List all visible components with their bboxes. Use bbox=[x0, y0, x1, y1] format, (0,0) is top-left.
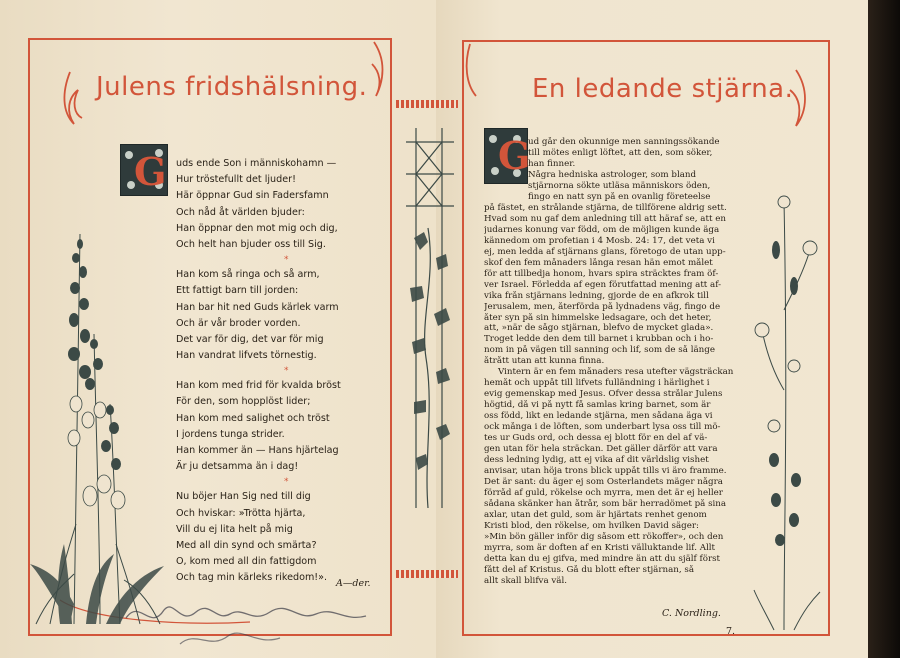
text-line: förråd af guld, rökelse och myrra, men det är ej heller bbox=[484, 488, 723, 498]
text-line: åtrått utan att kunna finna. bbox=[484, 356, 605, 367]
poem-line: Han öppnar den mot mig och dig, bbox=[176, 222, 338, 234]
text-line: »Min bön gäller inför dig såsom ett rökoffer», och den bbox=[484, 531, 724, 542]
poem-line: Är ju detsamma än i dag! bbox=[176, 461, 299, 473]
page-number: 7. bbox=[726, 626, 736, 637]
text-line: ej, men ledda af stjärnans glans, företogo de utan upp- bbox=[484, 246, 726, 257]
poem-line: Han vandrat lifvets törnestig. bbox=[176, 350, 317, 362]
text-line: att, »när de sågo stjärnan, blefvo de mycket glada». bbox=[484, 323, 714, 334]
stanza-separator: * bbox=[284, 366, 289, 377]
text-line: axlar, utan det guld, som är hjärtats renhet genom bbox=[484, 509, 707, 520]
stanza-separator: * bbox=[284, 255, 289, 266]
left-dropcap bbox=[120, 144, 168, 196]
poem-line: Han kom med frid för kvalda bröst bbox=[176, 380, 341, 392]
text-line: skof den fem månaders långa resan hän emot målet bbox=[484, 257, 713, 268]
text-line: dess ledning lydig, att ej vika af dit världslig vishet bbox=[484, 455, 709, 466]
text-line: tes ur Guds ord, och dessa ej blott för en del af vä- bbox=[484, 433, 708, 444]
poem-line: Och helt han bjuder oss till Sig. bbox=[176, 238, 326, 250]
text-line: han finner. bbox=[528, 158, 576, 169]
text-line: ud går den okunnige men sanningssökande bbox=[528, 137, 720, 147]
text-line: till mötes enligt löftet, att den, som söker, bbox=[528, 147, 713, 158]
stanza bbox=[176, 156, 386, 253]
poem-line: För den, som hopplöst lider; bbox=[176, 396, 311, 408]
left-dropcap-letter: G bbox=[134, 149, 167, 194]
text-line: Troget ledde den dem till barnet i krubban och i ho- bbox=[484, 334, 714, 345]
text-line: Kristi blod, den rökelse, om hvilken David säger: bbox=[484, 520, 699, 531]
text-line: ver Israel. Förledda af egen förutfattad mening att af- bbox=[484, 279, 722, 290]
text-line: vika från stjärnans ledning, gjorde de en afkrok till bbox=[484, 290, 709, 301]
poem-line: Och nåd åt världen bjuder: bbox=[176, 206, 305, 218]
article-body bbox=[484, 137, 746, 587]
poem-title: Julens fridshälsning. bbox=[96, 72, 368, 102]
poem-line: O, kom med all din fattigdom bbox=[176, 556, 317, 568]
poem-line: Vill du ej lita helt på mig bbox=[176, 523, 293, 535]
text-line: för att tillbedja honom, hvars spira sträcktes fram öf- bbox=[484, 268, 719, 279]
poem-body bbox=[176, 156, 386, 587]
poem-line: I jordens tunga strider. bbox=[176, 428, 285, 440]
article-signature: C. Nordling. bbox=[662, 608, 721, 619]
text-line: hemåt och uppåt till lifvets fulländning i härlighet i bbox=[484, 378, 710, 389]
text-line: Vintern är en fem månaders resa utefter vägsträckan bbox=[498, 367, 734, 378]
poem-line: Och tag min kärleks rikedom!». bbox=[176, 572, 328, 584]
text-line: Det är sant: du äger ej som Österlandets mäger några bbox=[484, 477, 723, 488]
poem-line: Han kom så ringa och så arm, bbox=[176, 269, 320, 281]
text-line: stjärnorna sökte utläsa människors öden, bbox=[528, 180, 711, 191]
text-line: kännedom om profetian i 4 Mosb. 24: 17, det veta vi bbox=[484, 235, 715, 246]
text-line: Jerusalem, men, återförda på lydnadens väg, fingo de bbox=[484, 301, 721, 312]
wildflower-illustration bbox=[754, 190, 824, 630]
poem-line: Han kom med salighet och tröst bbox=[176, 412, 330, 424]
poem-signature: A—der. bbox=[336, 578, 371, 589]
binding-edge bbox=[868, 0, 900, 658]
gutter-band-bottom bbox=[396, 570, 458, 578]
poem-line: Han bar hit ned Guds kärlek varm bbox=[176, 301, 339, 313]
poem-line: Och hviskar: »Trötta hjärta, bbox=[176, 507, 306, 519]
poem-line: uds ende Son i människohamn — bbox=[176, 158, 337, 169]
stanza bbox=[176, 378, 386, 475]
poem-line: Och är vår broder vorden. bbox=[176, 317, 301, 329]
text-line: Några hedniska astrologer, som bland bbox=[528, 169, 697, 180]
stanza-separator: * bbox=[284, 477, 289, 488]
text-line: sådana skänker han åtrår, som bär herradömet på sina bbox=[484, 498, 727, 509]
text-line: detta kan du ej gifva, med mindre än att du själf först bbox=[484, 553, 721, 564]
foxglove-illustration bbox=[30, 214, 170, 634]
text-line: judarnes konung var född, om de möjligen kunde äga bbox=[484, 224, 720, 235]
text-line: ock många i de löften, som underbart lysa oss till mö- bbox=[484, 422, 721, 433]
text-line: fingo en natt syn på en ovanlig företeelse bbox=[528, 191, 711, 202]
poem-line: Hur tröstefullt det ljuder! bbox=[176, 174, 296, 186]
text-line: gen utan för hela sträckan. Det gäller därför att vara bbox=[484, 444, 718, 455]
poem-line: Ett fattigt barn till jorden: bbox=[176, 285, 299, 297]
trellis-vine-illustration bbox=[402, 128, 462, 558]
poem-line: Här öppnar Gud sin Fadersfamn bbox=[176, 190, 329, 202]
text-line: evig gemenskap med Jesus. Öfver dessa strålar Julens bbox=[484, 389, 723, 400]
right-dropcap-letter: G bbox=[498, 133, 531, 178]
poem-line: Han kommer än — Hans hjärtelag bbox=[176, 445, 339, 456]
poem-line: Med all din synd och smärta? bbox=[176, 539, 317, 551]
gutter-band-top bbox=[396, 100, 458, 108]
stanza bbox=[176, 489, 386, 586]
text-line: oss född, likt en ledande stjärna, men sådana äga vi bbox=[484, 411, 713, 422]
text-line: fått del af Kristus. Gå du blott efter stjärnan, så bbox=[484, 564, 695, 575]
text-line: Hvad som nu gaf dem anledning till att häraf se, att en bbox=[484, 213, 726, 224]
poem-line: Nu böjer Han Sig ned till dig bbox=[176, 491, 311, 503]
article-title: En ledande stjärna. bbox=[532, 74, 794, 104]
text-line: allt skall blifva väl. bbox=[484, 575, 568, 586]
handwritten-signature bbox=[120, 592, 420, 652]
text-line: på fästet, en strålande stjärna, de tillförene aldrig sett. bbox=[484, 202, 727, 213]
text-line: högtid, då vi på nytt få samlas kring barnet, som är bbox=[484, 400, 711, 411]
text-line: myrra, som är doften af en Kristi välluktande lif. Allt bbox=[484, 542, 716, 553]
text-line: åter syn på sin himmelske ledsagare, och det heter, bbox=[484, 312, 712, 323]
poem-line: Det var för dig, det var för mig bbox=[176, 333, 324, 345]
text-line: nom in på vägen till sanning och lif, som de så länge bbox=[484, 345, 715, 356]
stanza bbox=[176, 267, 386, 364]
left-page bbox=[0, 0, 436, 658]
text-line: anvisar, utan höja trons blick uppåt tills vi äro framme. bbox=[484, 466, 727, 477]
